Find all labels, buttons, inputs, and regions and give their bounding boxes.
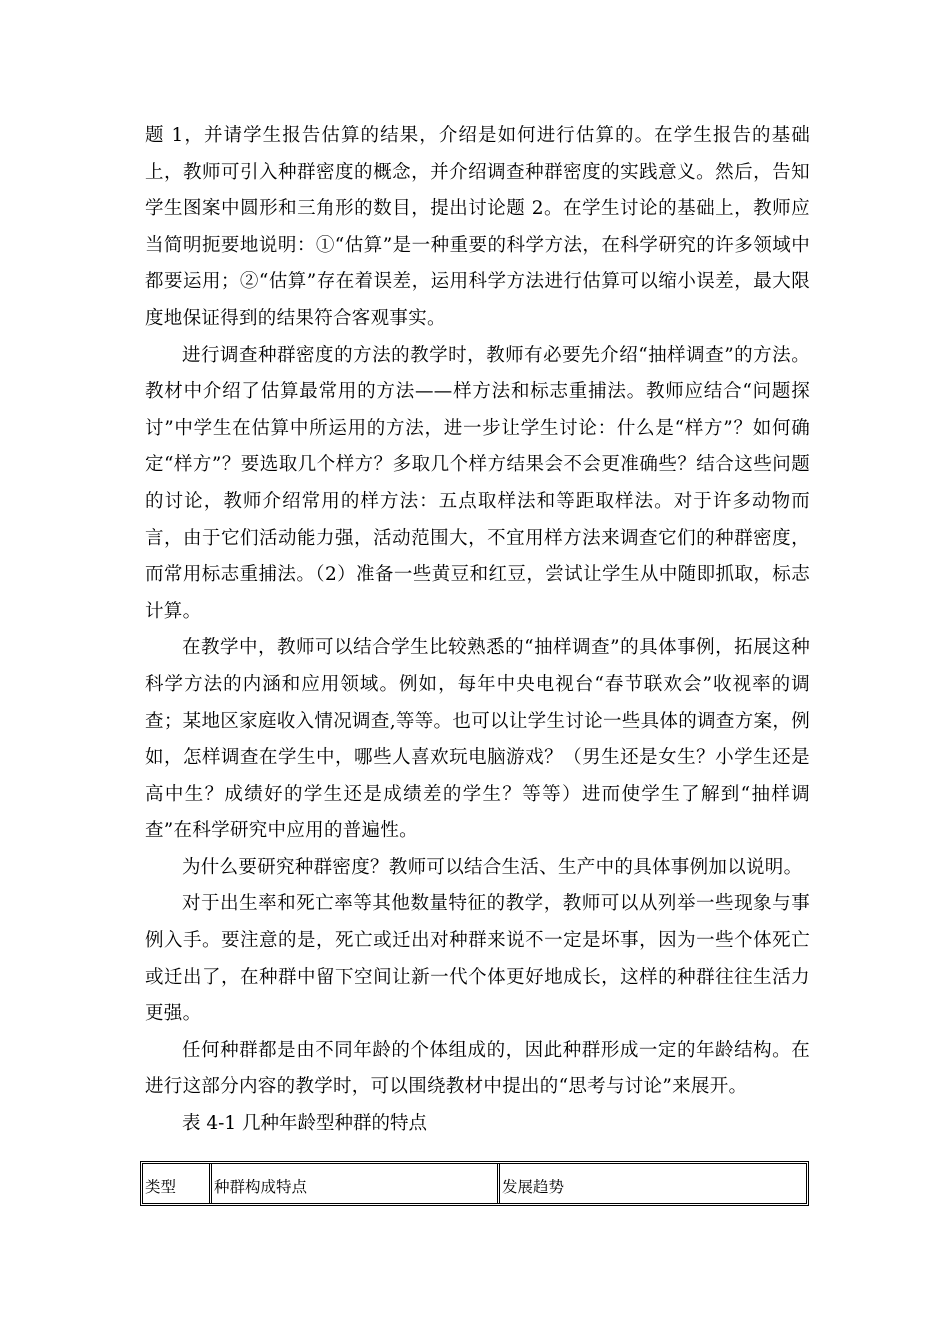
paragraph-3: 在教学中，教师可以结合学生比较熟悉的“抽样调查”的具体事例，拓展这种科学方法的内涵和应用领域。例如，每年中央电视台“春节联欢会”收视率的调查；某地区家庭收入情况调查,等等。也可以让学生讨论一些具体的调查方案，例如，怎样调查在学生中，哪些人喜欢玩电脑游戏？（男生还是女生？小学生还是高中生？成绩好的学生还是成绩差的学生？等等）进而使学生了解到“抽样调查”在科学研究中应用的普遍性。 <box>145 637 810 842</box>
age-structure-table <box>140 1161 809 1206</box>
paragraph-5: 对于出生率和死亡率等其他数量特征的教学，教师可以从列举一些现象与事例入手。要注意的是，死亡或迁出对种群来说不一定是坏事，因为一些个体死亡或迁出了，在种群中留下空间让新一代个体更好地成长，这样的种群往往生活力更强。 <box>145 893 810 1025</box>
paragraph-2: 进行调查种群密度的方法的教学时，教师有必要先介绍“抽样调查”的方法。教材中介绍了估算最常用的方法——样方法和标志重捕法。教师应结合“问题探讨”中学生在估算中所运用的方法，进一步让学生讨论：什么是“样方”？如何确定“样方”？要选取几个样方？多取几个样方结果会不会更准确些？结合这些问题的讨论，教师介绍常用的样方法：五点取样法和等距取样法。对于许多动物而言，由于它们活动能力强，活动范围大，不宜用样方法来调查它们的种群密度，而常用标志重捕法。（2）准备一些黄豆和红豆，尝试让学生从中随即抓取，标志计算。 <box>145 344 810 622</box>
table-header-composition: 种群构成特点 <box>212 1164 500 1203</box>
paragraph-6: 任何种群都是由不同年龄的个体组成的，因此种群形成一定的年龄结构。在进行这部分内容的教学时，可以围绕教材中提出的“思考与讨论”来展开。 <box>145 1039 810 1098</box>
table-header-type: 类型 <box>143 1164 212 1203</box>
paragraph-1: 题 1，并请学生报告估算的结果，介绍是如何进行估算的。在学生报告的基础上，教师可引入种群密度的概念，并介绍调查种群密度的实践意义。然后，告知学生图案中圆形和三角形的数目，提出讨论题 2。在学生讨论的基础上，教师应当简明扼要地说明：①“估算”是一种重要的科学方法，在科学研究的许多领域中都要运用；②“估算”存在着误差，运用科学方法进行估算可以缩小误差，最大限度地保证得到的结果符合客观事实。 <box>145 125 810 329</box>
paragraph-4: 为什么要研究种群密度？教师可以结合生活、生产中的具体事例加以说明。 <box>182 856 803 878</box>
table-caption: 表 4-1 几种年龄型种群的特点 <box>182 1113 428 1135</box>
table-header-trend: 发展趋势 <box>502 1178 565 1196</box>
document-body <box>145 118 810 1143</box>
